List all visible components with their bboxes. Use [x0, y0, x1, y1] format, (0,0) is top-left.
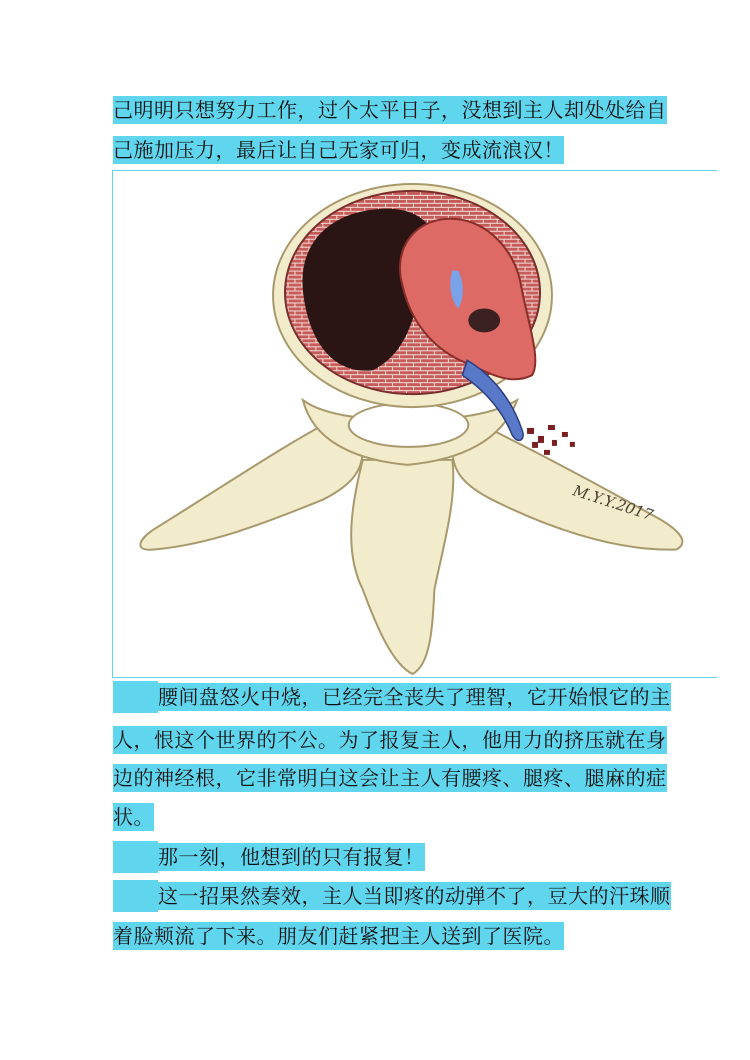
disc-mouth	[468, 308, 500, 332]
rage-line-3	[113, 762, 667, 794]
rage-line-2	[113, 724, 667, 756]
intro-line-2	[113, 134, 564, 166]
hospital-line-1-text: 这一招果然奏效，主人当即疼的动弹不了，豆大的汗珠顺	[158, 884, 671, 908]
vertebra-drawing	[113, 171, 717, 677]
paragraph-indent	[113, 681, 158, 713]
paragraph-indent	[113, 841, 158, 873]
artist-signature: M.Y.Y.2017	[570, 481, 656, 525]
intro-line-2-text: 己施加压力，最后让自己无家可归，变成流浪汉！	[113, 138, 564, 162]
vertebra-illustration	[112, 170, 717, 678]
rage-line-4-text: 状。	[113, 805, 154, 829]
rage-line-1	[113, 681, 671, 713]
spinal-canal	[349, 403, 469, 447]
rage-line-1-text: 腰间盘怒火中烧，已经完全丧失了理智，它开始恨它的主	[158, 685, 671, 709]
revenge-line-1	[113, 841, 425, 873]
intro-line-1-text: 己明明只想努力工作，过个太平日子，没想到主人却处处给自	[113, 98, 667, 122]
rage-line-3-text: 边的神经根，它非常明白这会让主人有腰疼、腿疼、腿麻的症	[113, 766, 667, 790]
rage-line-2-text: 人，恨这个世界的不公。为了报复主人，他用力的挤压就在身	[113, 728, 667, 752]
spinous-process	[351, 460, 453, 674]
revenge-line-1-text: 那一刻，他想到的只有报复！	[158, 845, 425, 869]
hospital-line-2	[113, 920, 564, 952]
intro-line-1	[113, 94, 667, 126]
paragraph-indent	[113, 880, 158, 912]
hospital-line-1	[113, 880, 671, 912]
hospital-line-2-text: 着脸颊流了下来。朋友们赶紧把主人送到了医院。	[113, 924, 564, 948]
rage-line-4	[113, 801, 154, 833]
